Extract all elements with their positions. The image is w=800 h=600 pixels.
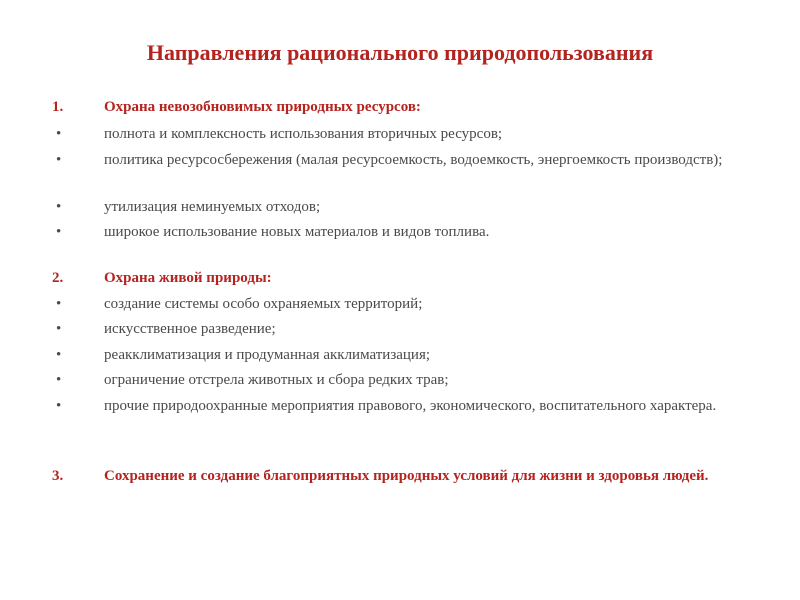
list-item — [52, 370, 732, 391]
section-heading: Охрана живой природы: — [104, 270, 272, 286]
list-item-text: ограничение отстрела животных и сбора редких трав; — [104, 372, 449, 388]
list-item-text: создание системы особо охраняемых территорий; — [104, 296, 423, 312]
list-item — [52, 124, 732, 145]
list-item-text: полнота и комплексность использования вторичных ресурсов; — [104, 126, 503, 142]
list-item — [52, 222, 732, 243]
list-item-text: утилизация неминуемых отходов; — [104, 199, 321, 215]
section-3-header — [52, 466, 732, 487]
list-item — [52, 396, 732, 417]
section-heading: Сохранение и создание благоприятных природных условий для жизни и здоровья людей. — [104, 468, 709, 484]
list-item — [52, 294, 732, 315]
bullet-icon: • — [56, 126, 62, 142]
list-item-text: политика ресурсосбережения (малая ресурсоемкость, водоемкость, энергоемкость производств); — [104, 152, 723, 168]
section-number: 1. — [52, 99, 64, 115]
bullet-icon: • — [56, 398, 62, 414]
bullet-icon: • — [56, 321, 62, 337]
list-item — [52, 197, 732, 218]
list-item — [52, 319, 732, 340]
bullet-icon: • — [56, 347, 62, 363]
bullet-icon: • — [56, 199, 62, 215]
list-item-text: широкое использование новых материалов и видов топлива. — [104, 224, 490, 240]
section-number: 3. — [52, 468, 64, 484]
list-item — [52, 150, 732, 171]
bullet-icon: • — [56, 372, 62, 388]
list-item — [52, 345, 732, 366]
section-2-header — [52, 268, 732, 289]
section-heading: Охрана невозобновимых природных ресурсов: — [104, 99, 421, 115]
bullet-icon: • — [56, 224, 62, 240]
section-number: 2. — [52, 270, 64, 286]
bullet-icon: • — [56, 296, 62, 312]
list-item-text: прочие природоохранные мероприятия правового, экономического, воспитательного характера. — [104, 398, 717, 414]
section-1-header — [52, 97, 732, 118]
bullet-icon: • — [56, 152, 62, 168]
list-item-text: реакклиматизация и продуманная акклиматизация; — [104, 347, 431, 363]
list-item-text: искусственное разведение; — [104, 321, 276, 337]
slide-title: Направления рационального природопользования — [146, 40, 654, 65]
